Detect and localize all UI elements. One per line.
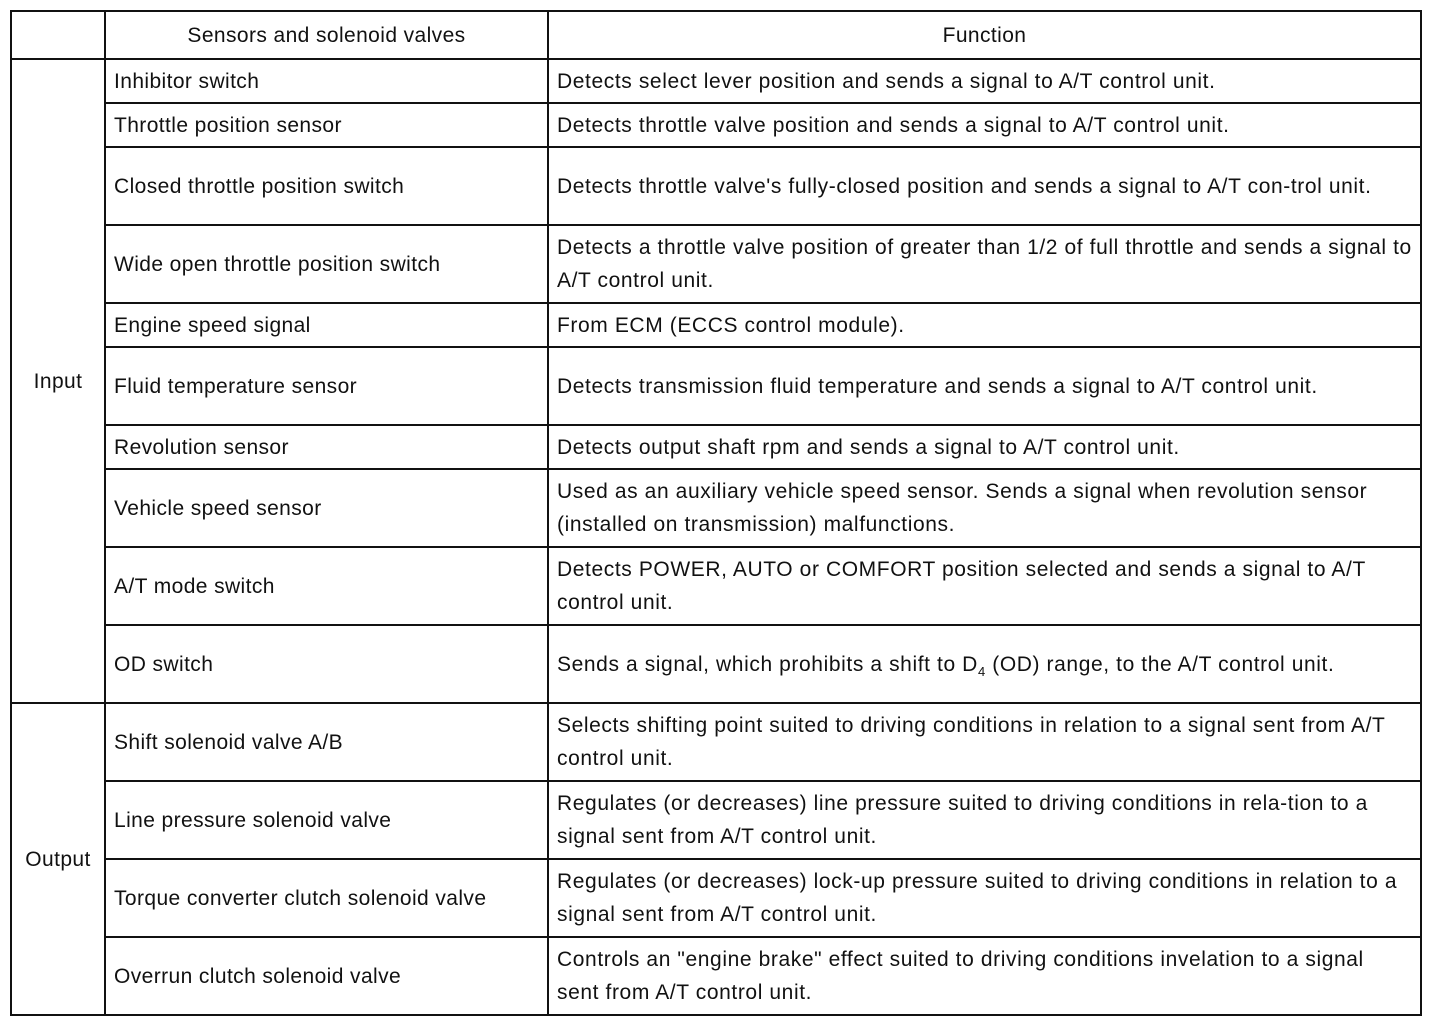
- table-row: [11, 469, 1421, 547]
- sensor-function: Detects a throttle valve position of greater than 1/2 of full throttle and sends a signal to A/T control unit.: [548, 225, 1421, 303]
- sensor-name: Shift solenoid valve A/B: [105, 703, 548, 781]
- od-function-pre: Sends a signal, which prohibits a shift to D: [557, 652, 978, 676]
- sensor-function: Detects transmission fluid temperature and sends a signal to A/T control unit.: [548, 347, 1421, 425]
- od-function-subscript: 4: [977, 663, 986, 679]
- sensor-function: Detects POWER, AUTO or COMFORT position selected and sends a signal to A/T control unit.: [548, 547, 1421, 625]
- sensor-name: Revolution sensor: [105, 425, 548, 469]
- sensor-function: Used as an auxiliary vehicle speed sensor. Sends a signal when revolution sensor (installed on transmission) malfunctions.: [548, 469, 1421, 547]
- sensor-name: Wide open throttle position switch: [105, 225, 548, 303]
- table-row: [11, 781, 1421, 859]
- sensor-name: OD switch: [105, 625, 548, 703]
- sensor-name: Line pressure solenoid valve: [105, 781, 548, 859]
- sensor-function: Controls an "engine brake" effect suited to driving conditions invelation to a signal sent from A/T control unit.: [548, 937, 1421, 1015]
- sensor-function: Regulates (or decreases) lock-up pressure suited to driving conditions in relation to a signal sent from A/T control unit.: [548, 859, 1421, 937]
- sensor-name: Inhibitor switch: [105, 59, 548, 103]
- sensors-table: [10, 10, 1422, 1016]
- table-row: [11, 103, 1421, 147]
- table-row: [11, 59, 1421, 103]
- table-row: [11, 859, 1421, 937]
- header-sensors: Sensors and solenoid valves: [105, 11, 548, 59]
- header-function: Function: [548, 11, 1421, 59]
- sensor-function: Selects shifting point suited to driving conditions in relation to a signal sent from A/T control unit.: [548, 703, 1421, 781]
- sensor-function: [548, 625, 1421, 703]
- sensor-name: Vehicle speed sensor: [105, 469, 548, 547]
- table-row: [11, 225, 1421, 303]
- sensor-name: Engine speed signal: [105, 303, 548, 347]
- sensor-function: Detects select lever position and sends a signal to A/T control unit.: [548, 59, 1421, 103]
- table-row: [11, 347, 1421, 425]
- sensor-name: Closed throttle position switch: [105, 147, 548, 225]
- group-label-input: Input: [11, 59, 105, 703]
- sensor-name: Fluid temperature sensor: [105, 347, 548, 425]
- sensor-name: Throttle position sensor: [105, 103, 548, 147]
- sensor-function: Detects output shaft rpm and sends a signal to A/T control unit.: [548, 425, 1421, 469]
- sensor-function: Detects throttle valve position and sends a signal to A/T control unit.: [548, 103, 1421, 147]
- table-row: [11, 303, 1421, 347]
- table-row: [11, 425, 1421, 469]
- sensor-name: Overrun clutch solenoid valve: [105, 937, 548, 1015]
- sensor-function: Regulates (or decreases) line pressure suited to driving conditions in rela-tion to a signal sent from A/T control unit.: [548, 781, 1421, 859]
- table-row: [11, 937, 1421, 1015]
- sensor-name: A/T mode switch: [105, 547, 548, 625]
- header-blank: [11, 11, 105, 59]
- table-row: [11, 147, 1421, 225]
- table-row: [11, 703, 1421, 781]
- sensor-function: From ECM (ECCS control module).: [548, 303, 1421, 347]
- header-row: [11, 11, 1421, 59]
- spec-sheet: [10, 10, 1420, 1016]
- sensor-function: Detects throttle valve's fully-closed position and sends a signal to A/T con-trol unit.: [548, 147, 1421, 225]
- table-row: [11, 547, 1421, 625]
- group-label-output: Output: [11, 703, 105, 1015]
- table-row: [11, 625, 1421, 703]
- sensor-name: Torque converter clutch solenoid valve: [105, 859, 548, 937]
- od-function-post: (OD) range, to the A/T control unit.: [985, 652, 1335, 676]
